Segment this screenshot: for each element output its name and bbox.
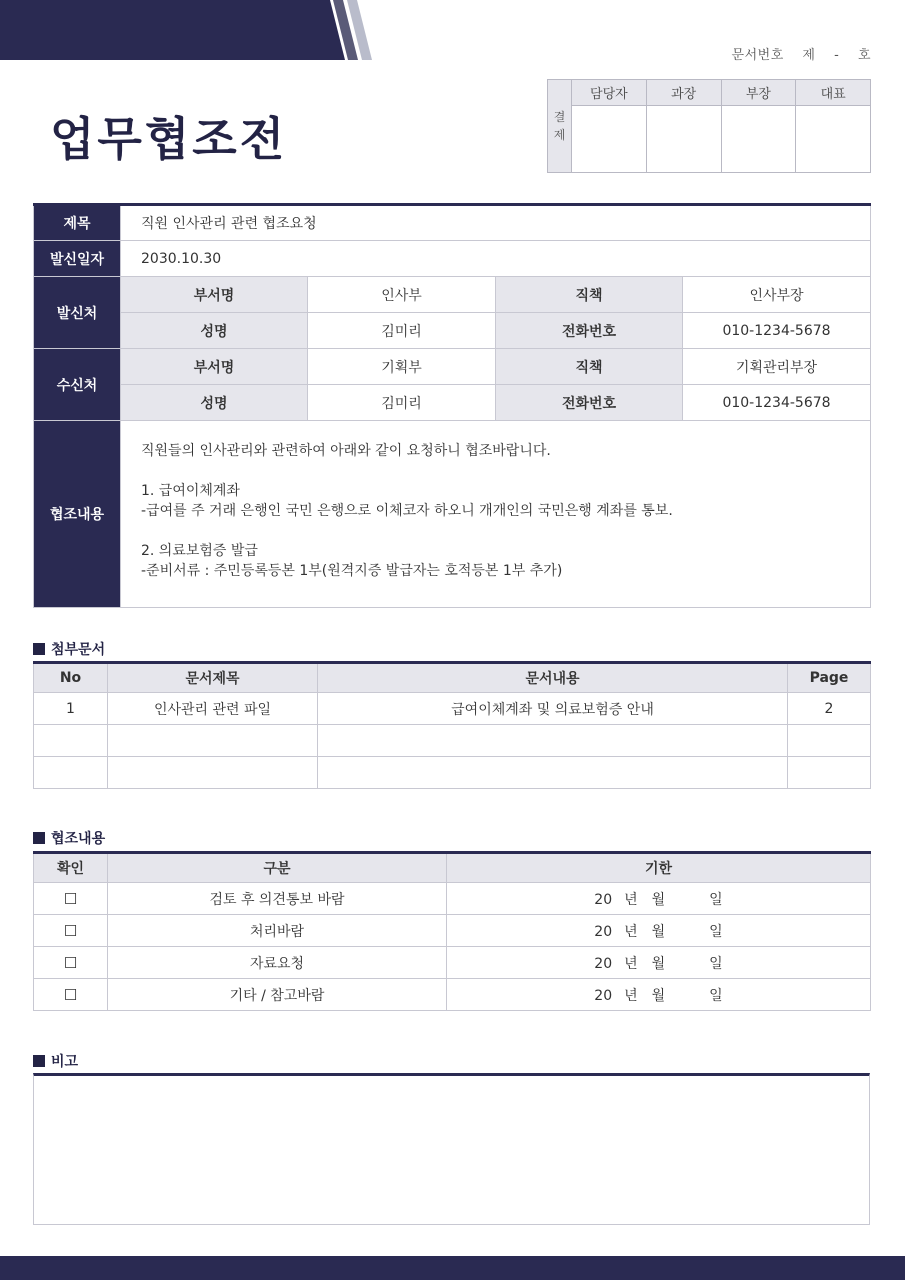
receiver-name-label: 성명 bbox=[121, 385, 308, 421]
deadline-month-unit: 월 bbox=[651, 987, 666, 1004]
receiver-phone-label: 전화번호 bbox=[496, 385, 683, 421]
deadline-day-unit: 일 bbox=[709, 923, 723, 940]
attachment-title[interactable] bbox=[108, 757, 318, 789]
content-label: 협조내용 bbox=[34, 421, 121, 608]
date-label: 발신일자 bbox=[34, 241, 121, 277]
page-title: 업무협조전 bbox=[50, 112, 288, 166]
attachment-content[interactable] bbox=[318, 725, 788, 757]
table-row bbox=[34, 693, 871, 725]
cooperation-item: 처리바람 bbox=[108, 915, 447, 947]
document-number bbox=[722, 44, 871, 63]
section-square-icon bbox=[33, 1055, 45, 1067]
cooperation-item: 검토 후 의견통보 바람 bbox=[108, 883, 447, 915]
content-spacer bbox=[141, 521, 850, 541]
deadline-month-unit: 월 bbox=[651, 923, 666, 940]
attachments-col-no: No bbox=[34, 663, 108, 693]
doc-number-label: 문서번호 bbox=[731, 48, 784, 63]
subject-value[interactable]: 직원 인사관리 관련 협조요청 bbox=[121, 205, 871, 241]
sender-dept-value[interactable]: 인사부 bbox=[308, 277, 496, 313]
receiver-dept-value[interactable]: 기획부 bbox=[308, 349, 496, 385]
table-row bbox=[34, 757, 871, 789]
table-row bbox=[34, 915, 871, 947]
attachment-page[interactable] bbox=[788, 725, 871, 757]
deadline-year-unit: 년 bbox=[624, 923, 638, 940]
deadline-year-prefix: 20 bbox=[594, 987, 613, 1004]
header-banner-shape bbox=[0, 0, 345, 60]
doc-number-dash: - bbox=[834, 48, 840, 63]
attachment-page[interactable] bbox=[788, 757, 871, 789]
deadline-year-prefix: 20 bbox=[594, 891, 613, 908]
receiver-phone-value[interactable]: 010-1234-5678 bbox=[683, 385, 871, 421]
deadline-field[interactable] bbox=[447, 979, 871, 1011]
approval-sign-staff[interactable] bbox=[572, 106, 647, 173]
date-value[interactable]: 2030.10.30 bbox=[121, 241, 871, 277]
approval-sign-director[interactable] bbox=[721, 106, 796, 173]
approval-side-label: 결 제 bbox=[548, 80, 572, 173]
sender-position-value[interactable]: 인사부장 bbox=[683, 277, 871, 313]
section-square-icon bbox=[33, 643, 45, 655]
footer-bar bbox=[0, 1256, 905, 1280]
content-line: 2. 의료보험증 발급 bbox=[141, 543, 258, 559]
sender-label: 발신처 bbox=[34, 277, 121, 349]
attachments-section-title bbox=[33, 639, 105, 659]
content-line: -준비서류 : 주민등록등본 1부(원격지증 발급자는 호적등본 1부 추가) bbox=[141, 563, 563, 579]
cooperation-col-category: 구분 bbox=[108, 853, 447, 883]
checkbox[interactable]: ☐ bbox=[34, 915, 108, 947]
content-line: 직원들의 인사관리와 관련하여 아래와 같이 요청하니 협조바랍니다. bbox=[141, 443, 551, 459]
deadline-field[interactable] bbox=[447, 947, 871, 979]
sender-name-label: 성명 bbox=[121, 313, 308, 349]
receiver-dept-label: 부서명 bbox=[121, 349, 308, 385]
doc-number-je: 제 bbox=[802, 48, 816, 63]
section-square-icon bbox=[33, 832, 45, 844]
sender-position-label: 직책 bbox=[496, 277, 683, 313]
attachment-no[interactable] bbox=[34, 725, 108, 757]
deadline-month-unit: 월 bbox=[651, 955, 666, 972]
deadline-year-prefix: 20 bbox=[594, 955, 613, 972]
checkbox[interactable]: ☐ bbox=[34, 947, 108, 979]
cooperation-item: 기타 / 참고바람 bbox=[108, 979, 447, 1011]
cooperation-col-check: 확인 bbox=[34, 853, 108, 883]
attachment-title[interactable]: 인사관리 관련 파일 bbox=[108, 693, 318, 725]
approval-col-manager: 과장 bbox=[646, 80, 721, 106]
approval-sign-manager[interactable] bbox=[646, 106, 721, 173]
approval-col-director: 부장 bbox=[721, 80, 796, 106]
deadline-year-unit: 년 bbox=[624, 891, 638, 908]
approval-col-staff: 담당자 bbox=[572, 80, 647, 106]
sender-phone-label: 전화번호 bbox=[496, 313, 683, 349]
table-row bbox=[34, 947, 871, 979]
doc-number-ho: 호 bbox=[857, 48, 871, 63]
deadline-day-unit: 일 bbox=[709, 955, 723, 972]
table-row bbox=[34, 725, 871, 757]
deadline-field[interactable] bbox=[447, 915, 871, 947]
attachment-content[interactable] bbox=[318, 757, 788, 789]
attachment-no[interactable] bbox=[34, 757, 108, 789]
receiver-name-value[interactable]: 김미리 bbox=[308, 385, 496, 421]
cooperation-section-title bbox=[33, 828, 105, 848]
receiver-position-value[interactable]: 기획관리부장 bbox=[683, 349, 871, 385]
approval-col-ceo: 대표 bbox=[796, 80, 871, 106]
deadline-year-prefix: 20 bbox=[594, 923, 613, 940]
deadline-month-unit: 월 bbox=[651, 891, 666, 908]
info-table bbox=[33, 203, 871, 608]
attachments-col-content: 문서내용 bbox=[318, 663, 788, 693]
cooperation-col-deadline: 기한 bbox=[447, 853, 871, 883]
approval-box bbox=[547, 79, 871, 173]
attachment-no[interactable]: 1 bbox=[34, 693, 108, 725]
attachments-title-text: 첨부문서 bbox=[51, 642, 106, 658]
attachment-page[interactable]: 2 bbox=[788, 693, 871, 725]
cooperation-item: 자료요청 bbox=[108, 947, 447, 979]
content-line: 1. 급여이체계좌 bbox=[141, 483, 240, 499]
attachments-table bbox=[33, 661, 871, 789]
checkbox[interactable]: ☐ bbox=[34, 979, 108, 1011]
attachments-col-page: Page bbox=[788, 663, 871, 693]
table-row bbox=[34, 979, 871, 1011]
approval-sign-ceo[interactable] bbox=[796, 106, 871, 173]
content-spacer bbox=[141, 461, 850, 481]
deadline-day-unit: 일 bbox=[709, 987, 723, 1004]
content-line: -급여를 주 거래 은행인 국민 은행으로 이체코자 하오니 개개인의 국민은행 계좌를 통보. bbox=[141, 503, 673, 519]
sender-phone-value[interactable]: 010-1234-5678 bbox=[683, 313, 871, 349]
cooperation-table bbox=[33, 851, 871, 1011]
remarks-section-title bbox=[33, 1051, 78, 1071]
attachments-col-title: 문서제목 bbox=[108, 663, 318, 693]
sender-name-value[interactable]: 김미리 bbox=[308, 313, 496, 349]
table-row bbox=[34, 883, 871, 915]
remarks-title-text: 비고 bbox=[51, 1054, 79, 1070]
receiver-position-label: 직책 bbox=[496, 349, 683, 385]
subject-label: 제목 bbox=[34, 205, 121, 241]
deadline-day-unit: 일 bbox=[709, 891, 723, 908]
attachment-title[interactable] bbox=[108, 725, 318, 757]
deadline-field[interactable] bbox=[447, 883, 871, 915]
cooperation-title-text: 협조내용 bbox=[51, 831, 106, 847]
content-body[interactable] bbox=[121, 421, 871, 608]
attachment-content[interactable]: 급여이체계좌 및 의료보험증 안내 bbox=[318, 693, 788, 725]
sender-dept-label: 부서명 bbox=[121, 277, 308, 313]
deadline-year-unit: 년 bbox=[624, 987, 638, 1004]
checkbox[interactable]: ☐ bbox=[34, 883, 108, 915]
deadline-year-unit: 년 bbox=[624, 955, 638, 972]
remarks-box[interactable] bbox=[33, 1073, 870, 1225]
receiver-label: 수신처 bbox=[34, 349, 121, 421]
